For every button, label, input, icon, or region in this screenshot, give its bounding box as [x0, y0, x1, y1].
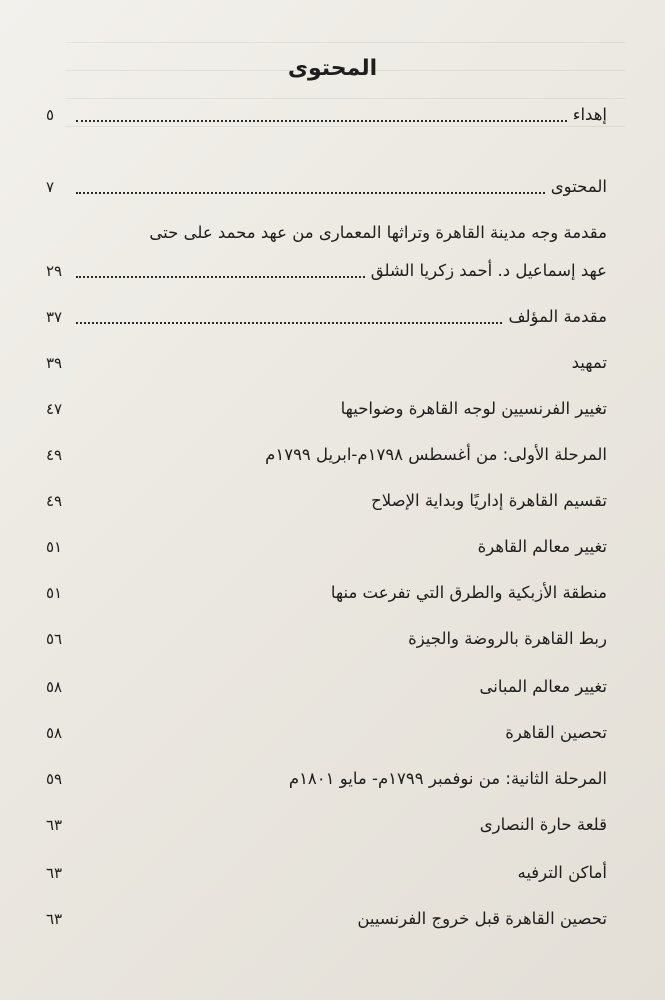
toc-page-number: ٥ — [46, 106, 55, 124]
toc-entry-label: مقدمة المؤلف — [508, 307, 607, 326]
page-title: المحتوى — [287, 56, 378, 81]
toc-page-number: ٤٧ — [46, 400, 63, 418]
toc-entry — [46, 256, 607, 286]
toc-entry-label: تحصين القاهرة قبل خروج الفرنسيين — [357, 909, 607, 928]
toc-entry-label: إهداء — [572, 105, 607, 124]
toc-page-number: ٣٧ — [46, 308, 63, 326]
toc-entry-label: المحتوى — [550, 177, 607, 196]
toc-entry-label: تمهيد — [571, 353, 607, 372]
toc-entry — [46, 348, 607, 378]
toc-entry-label: منطقة الأزبكية والطرق التي تفرعت منها — [330, 583, 607, 602]
toc-entry — [46, 100, 607, 130]
toc-entry-label: ربط القاهرة بالروضة والجيزة — [408, 629, 607, 648]
toc-page-number: ٣٩ — [46, 354, 63, 372]
toc-entry — [46, 764, 607, 794]
toc-entry-label: أماكن الترفيه — [517, 863, 607, 882]
dot-leader — [76, 119, 567, 122]
dot-leader — [76, 275, 365, 278]
toc-entry — [46, 486, 607, 516]
toc-entry — [46, 904, 607, 934]
toc-page-number: ٧ — [46, 178, 55, 196]
toc-entry — [46, 578, 607, 608]
toc-page-number: ٦٣ — [46, 864, 63, 882]
toc-page-number: ٥٩ — [46, 770, 63, 788]
toc-entry — [46, 672, 607, 702]
toc-page-number: ٦٣ — [46, 816, 63, 834]
toc-page-number: ٥٨ — [46, 678, 63, 696]
toc-page-number: ٤٩ — [46, 446, 63, 464]
toc-entry-label: المرحلة الأولى: من أغسطس ١٧٩٨م-ابريل ١٧٩٩م — [265, 445, 607, 464]
toc-entry — [46, 624, 607, 654]
dot-leader — [76, 321, 502, 324]
toc-page-number: ٦٣ — [46, 910, 63, 928]
toc-entry-first-line: مقدمة وجه مدينة القاهرة وتراثها المعمارى من عهد محمد على حتى — [149, 223, 607, 242]
toc-entry — [46, 718, 607, 748]
toc-entry-label: عهد إسماعيل د. أحمد زكريا الشلق — [370, 261, 607, 280]
toc-entry-label: تحصين القاهرة — [505, 723, 607, 742]
toc-entry-label: قلعة حارة النصارى — [479, 815, 607, 834]
toc-entry-label: تقسيم القاهرة إداريًا وبداية الإصلاح — [371, 491, 607, 510]
toc-entry-label: تغيير الفرنسيين لوجه القاهرة وضواحيها — [340, 399, 607, 418]
toc-entry — [46, 810, 607, 840]
toc-entry-label: المرحلة الثانية: من نوفمبر ١٧٩٩م- مايو ١٨٠١م — [288, 769, 607, 788]
toc-entry-label: تغيير معالم القاهرة — [477, 537, 607, 556]
toc-entry — [46, 172, 607, 202]
toc-page-number: ٥٨ — [46, 724, 63, 742]
toc-entry — [46, 440, 607, 470]
toc-entry — [46, 532, 607, 562]
toc-page-number: ٤٩ — [46, 492, 63, 510]
toc-page-number: ٥١ — [46, 584, 63, 602]
toc-entry — [46, 394, 607, 424]
dot-leader — [76, 191, 545, 194]
toc-entry — [46, 858, 607, 888]
toc-entry — [46, 302, 607, 332]
toc-page-number: ٥٦ — [46, 630, 63, 648]
toc-entry-label: تغيير معالم المبانى — [479, 677, 607, 696]
toc-page-number: ٥١ — [46, 538, 63, 556]
toc-page-number: ٢٩ — [46, 262, 63, 280]
